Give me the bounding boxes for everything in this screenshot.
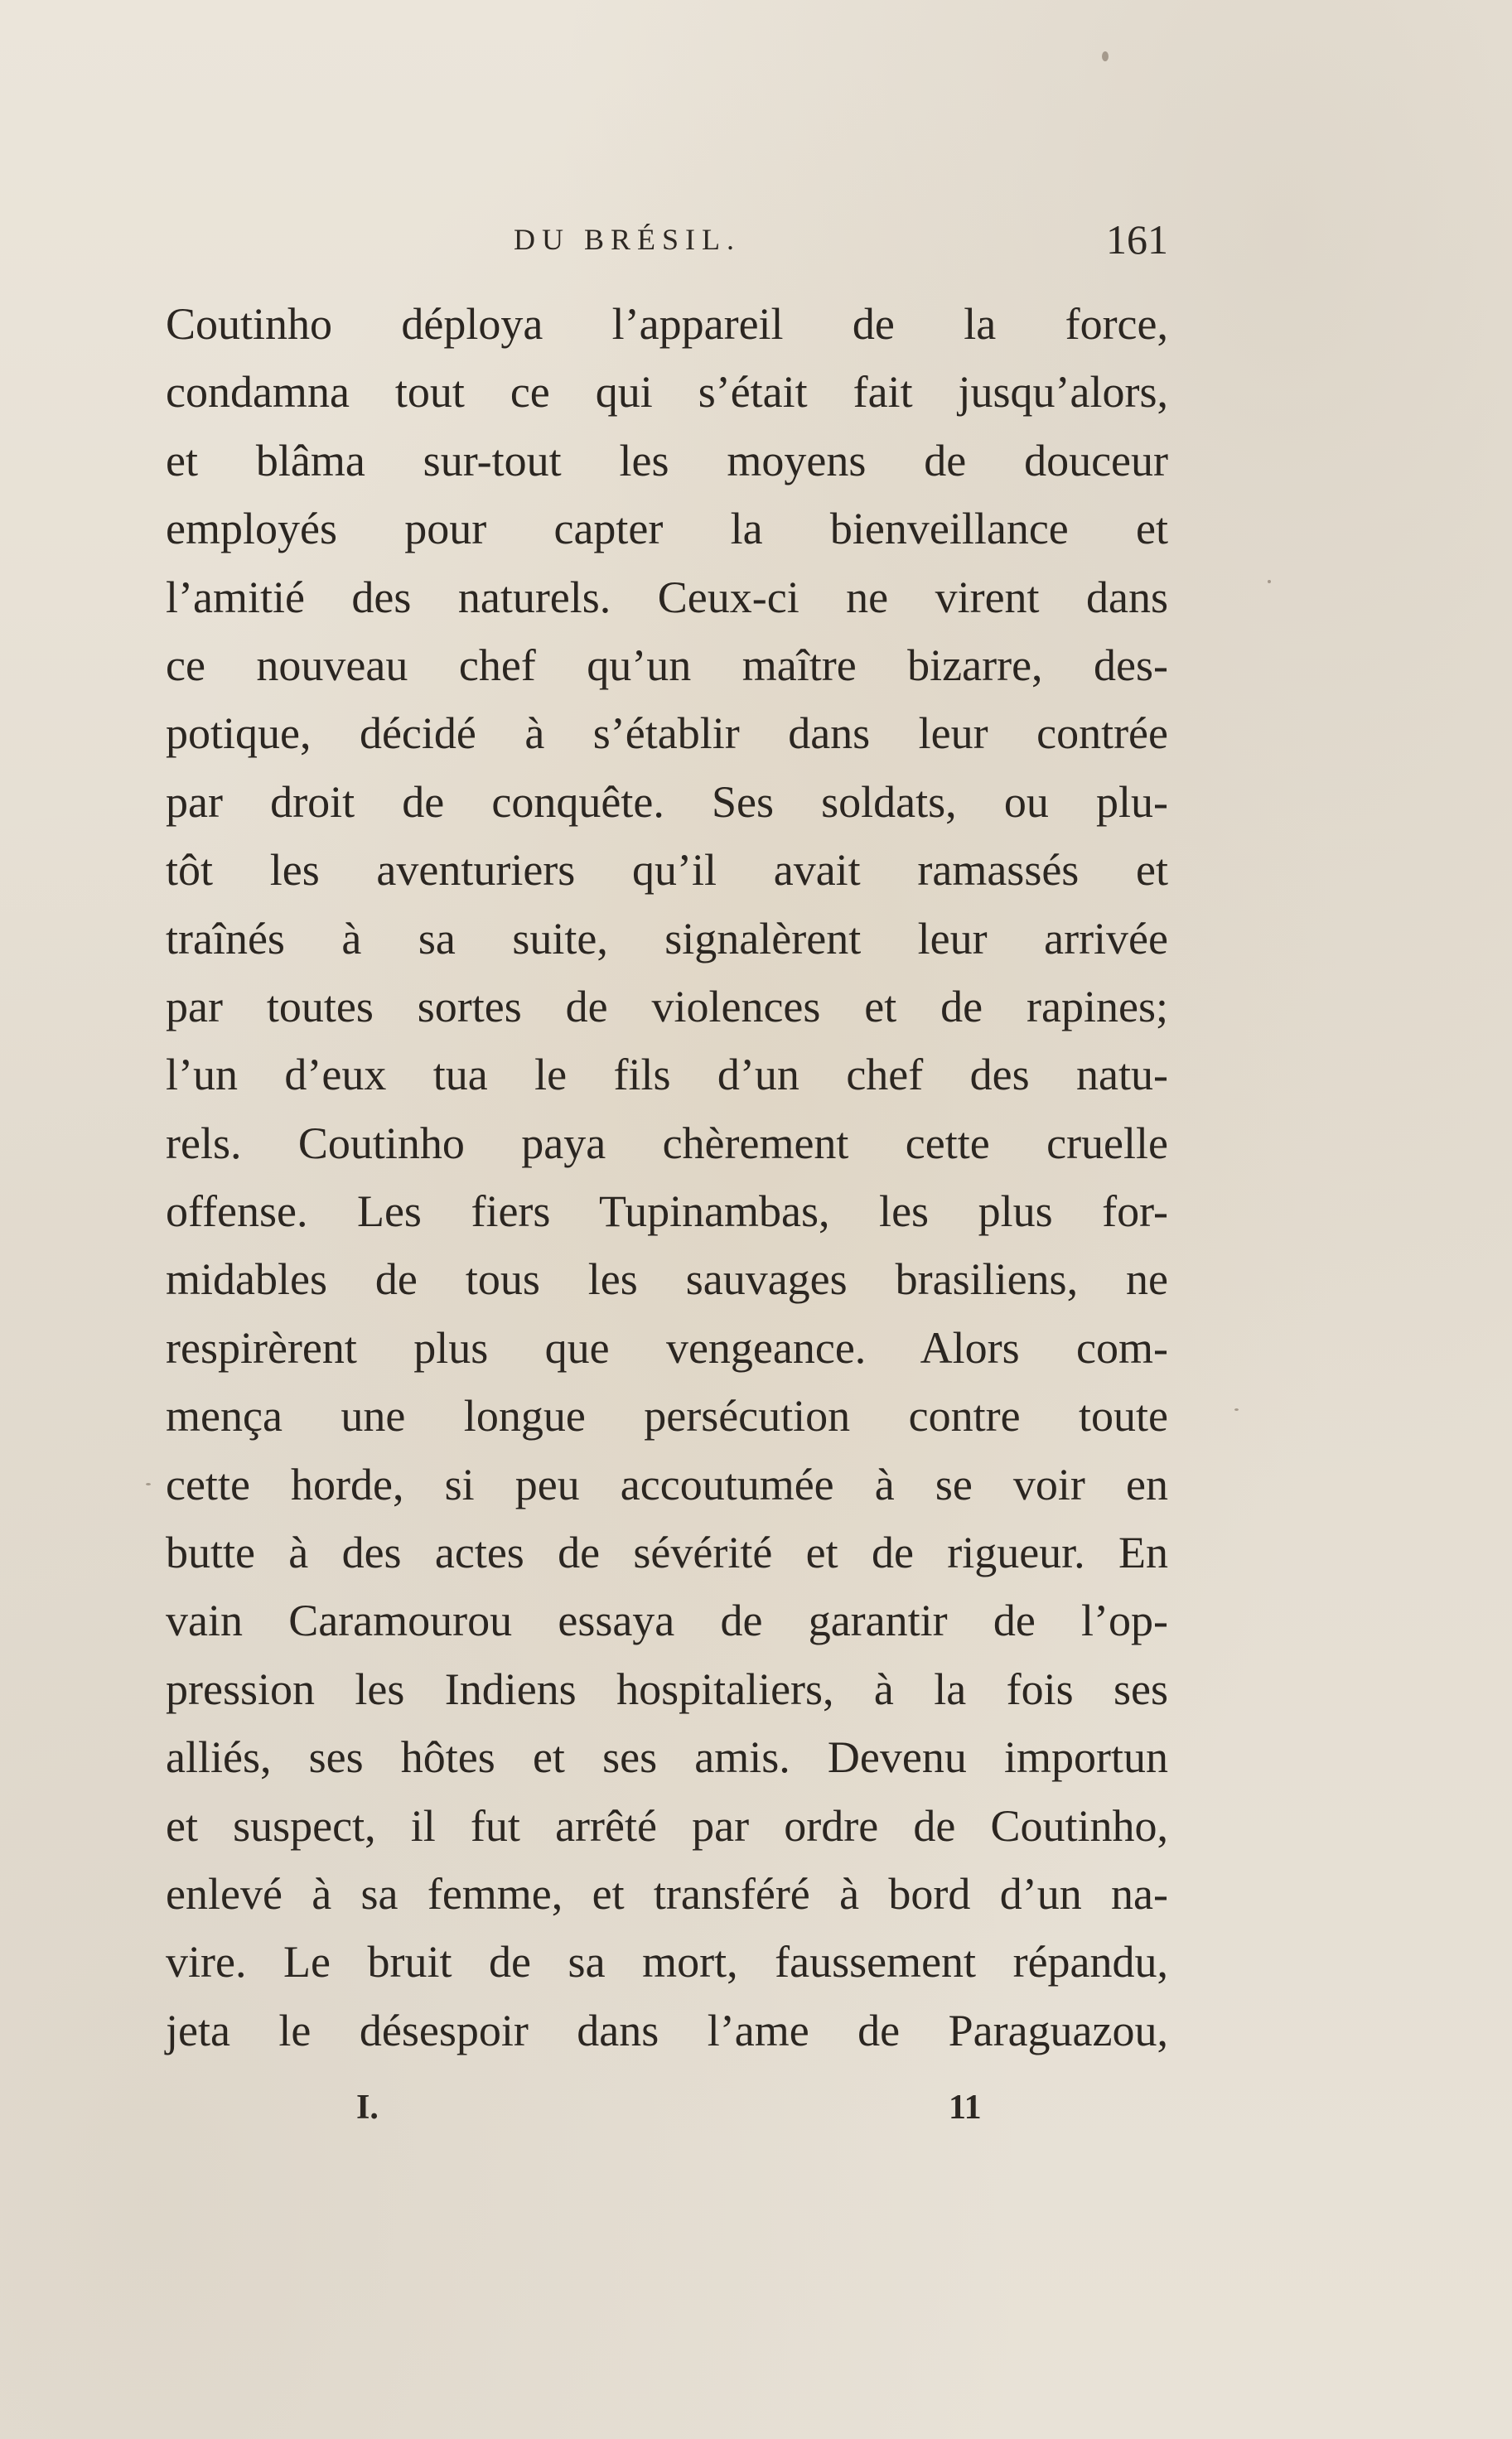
text-line: rels. Coutinho paya chèrement cette cruelle [166,1118,1168,1168]
running-title: DU BRÉSIL. [514,223,742,256]
text-line: jeta le désespoir dans l’ame de Paraguazou, [166,2005,1168,2055]
text-line: condamna tout ce qui s’était fait jusqu’alors, [166,367,1168,418]
text-line: et blâma sur-tout les moyens de douceur [166,435,1168,485]
text-line: et suspect, il fut arrêté par ordre de Coutinho, [166,1800,1168,1851]
page-number: 161 [1106,216,1168,263]
paper-speck [1102,51,1109,61]
text-line: mença une longue persécution contre toute [166,1391,1168,1442]
paper-speck [1268,580,1271,583]
text-line: alliés, ses hôtes et ses amis. Devenu importun [166,1732,1168,1783]
volume-signature: I. [356,2089,379,2127]
text-line: Coutinho déploya l’appareil de la force, [166,299,1168,349]
text-line: tôt les aventuriers qu’il avait ramassés et [166,845,1168,896]
sheet-signature: 11 [949,2089,982,2127]
text-line: pression les Indiens hospitaliers, à la fois ses [166,1664,1168,1714]
text-line: l’un d’eux tua le fils d’un chef des natu- [166,1050,1168,1100]
text-line: par toutes sortes de violences et de rapines; [166,981,1168,1031]
text-line: l’amitié des naturels. Ceux-ci ne virent dans [166,572,1168,622]
text-line: butte à des actes de sévérité et de rigueur. En [166,1528,1168,1578]
text-line: par droit de conquête. Ses soldats, ou plu- [166,776,1168,827]
text-line: employés pour capter la bienveillance et [166,504,1168,554]
text-line: potique, décidé à s’établir dans leur contrée [166,708,1168,759]
text-line: offense. Les fiers Tupinambas, les plus for- [166,1186,1168,1237]
running-head [166,216,1168,272]
text-line: respirèrent plus que vengeance. Alors com- [166,1322,1168,1373]
signature-line [166,2088,1168,2129]
text-line: vire. Le bruit de sa mort, faussement répandu, [166,1937,1168,1987]
text-line: traînés à sa suite, signalèrent leur arrivée [166,913,1168,964]
body-text [166,290,1168,2065]
paper-speck [146,1483,151,1485]
text-line: midables de tous les sauvages brasiliens, ne [166,1254,1168,1305]
text-line: ce nouveau chef qu’un maître bizarre, des- [166,640,1168,690]
paper-speck [1234,1408,1239,1411]
text-line: cette horde, si peu accoutumée à se voir en [166,1459,1168,1509]
text-line: enlevé à sa femme, et transféré à bord d’un na- [166,1868,1168,1919]
text-line: vain Caramourou essaya de garantir de l’op- [166,1596,1168,1646]
